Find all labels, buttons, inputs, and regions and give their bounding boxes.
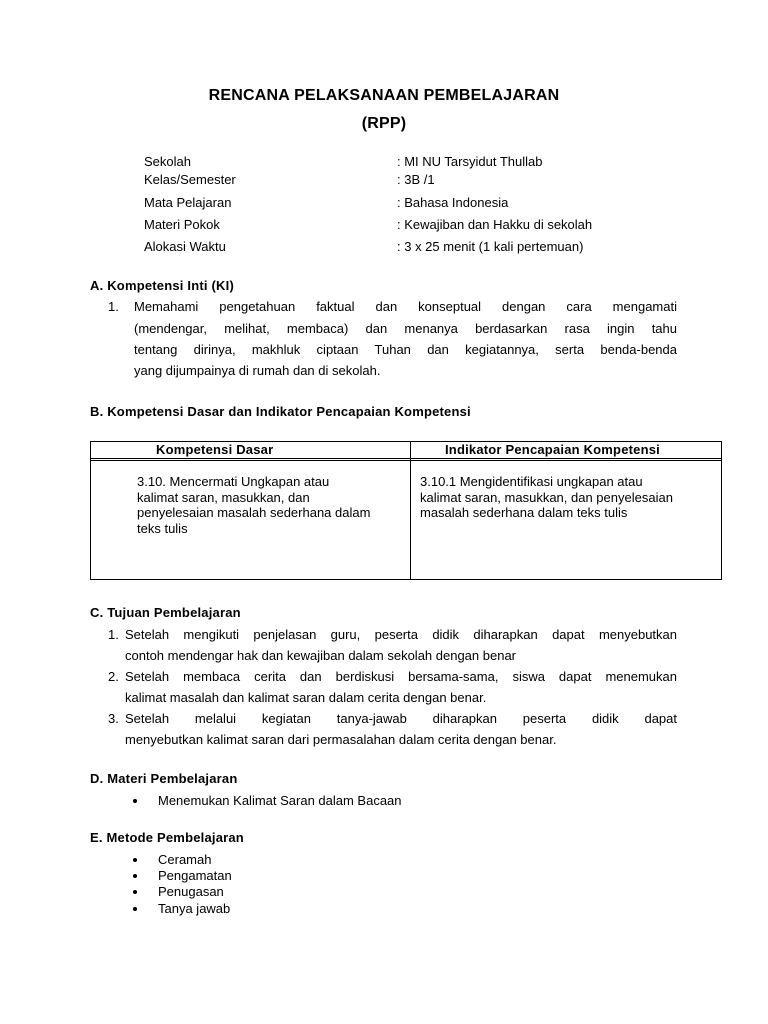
competency-table	[90, 441, 722, 580]
identity-row-subject	[144, 195, 684, 211]
identity-row-topic	[144, 217, 684, 233]
cell-line: teks tulis	[137, 520, 188, 536]
table-header-kd: Kompetensi Dasar	[156, 442, 274, 457]
list-number: 1.	[108, 299, 119, 314]
paragraph-line: kalimat masalah dan kalimat saran dalam cerita dengan benar.	[125, 690, 487, 705]
cell-line: 3.10. Mencermati Ungkapan atau	[137, 474, 330, 489]
identity-row-school	[144, 154, 684, 170]
bullet-item: Menemukan Kalimat Saran dalam Bacaan	[158, 793, 402, 808]
paragraph-line: Setelah mengikuti penjelasan guru, peserta didik diharapkan dapat menyebutkan	[125, 627, 677, 642]
identity-label: Materi Pokok	[144, 217, 220, 232]
paragraph-line: Setelah membaca cerita dan berdiskusi bersama-sama, siswa dapat menemukan	[125, 669, 677, 684]
list-number: 1.	[108, 627, 119, 642]
section-d-heading: D. Materi Pembelajaran	[90, 771, 238, 786]
paragraph-line: Memahami pengetahuan faktual dan konseptual dengan cara mengamati	[134, 299, 677, 314]
cell-line: masalah sederhana dalam teks tulis	[420, 505, 628, 520]
cell-line: kalimat saran, masukkan, dan penyelesaian	[420, 489, 673, 505]
paragraph-line: (mendengar, melihat, membaca) dan menanya berdasarkan rasa ingin tahu	[134, 321, 677, 336]
bullet-item: Penugasan	[158, 884, 224, 899]
bullet-item: Pengamatan	[158, 868, 232, 883]
table-header-divider	[91, 459, 721, 461]
identity-value: : Kewajiban dan Hakku di sekolah	[397, 217, 593, 232]
paragraph-line: menyebutkan kalimat saran dari permasalahan dalam cerita dengan benar.	[125, 732, 557, 747]
table-cell-ipk	[420, 474, 673, 521]
identity-value: : 3B /1	[397, 172, 435, 187]
section-c-heading: C. Tujuan Pembelajaran	[90, 605, 241, 620]
identity-value: : Bahasa Indonesia	[397, 195, 509, 210]
bullet-item: Ceramah	[158, 852, 212, 867]
identity-row-time	[144, 239, 684, 255]
paragraph-line: yang dijumpainya di rumah dan di sekolah.	[134, 363, 381, 378]
identity-label: Sekolah	[144, 154, 191, 169]
list-number: 3.	[108, 711, 119, 726]
bullet-item: Tanya jawab	[158, 901, 231, 916]
identity-label: Mata Pelajaran	[144, 195, 232, 210]
table-cell-kd	[137, 474, 370, 536]
section-b-heading: B. Kompetensi Dasar dan Indikator Pencapaian Kompetensi	[90, 404, 471, 419]
document-title: RENCANA PELAKSANAAN PEMBELAJARAN	[208, 87, 560, 104]
identity-value: : 3 x 25 menit (1 kali pertemuan)	[397, 239, 584, 254]
list-number: 2.	[108, 669, 119, 684]
identity-label: Kelas/Semester	[144, 172, 236, 187]
section-a-heading: A. Kompetensi Inti (KI)	[90, 278, 234, 293]
paragraph-line: Setelah melalui kegiatan tanya-jawab diharapkan peserta didik dapat	[125, 711, 677, 726]
identity-label: Alokasi Waktu	[144, 239, 226, 254]
document-subtitle: (RPP)	[361, 115, 407, 132]
table-header-ipk: Indikator Pencapaian Kompetensi	[445, 442, 660, 457]
table-column-divider	[410, 442, 411, 579]
identity-value: : MI NU Tarsyidut Thullab	[397, 154, 543, 169]
cell-line: penyelesaian masalah sederhana dalam	[137, 505, 371, 520]
section-e-heading: E. Metode Pembelajaran	[90, 830, 244, 845]
cell-line: 3.10.1 Mengidentifikasi ungkapan atau	[420, 474, 643, 489]
identity-row-class	[144, 172, 684, 188]
cell-line: kalimat saran, masukkan, dan	[137, 489, 310, 505]
paragraph-line: contoh mendengar hak dan kewajiban dalam sekolah dengan benar	[125, 648, 517, 663]
paragraph-line: tentang dirinya, makhluk ciptaan Tuhan dan kegiatannya, serta benda-benda	[134, 342, 677, 357]
